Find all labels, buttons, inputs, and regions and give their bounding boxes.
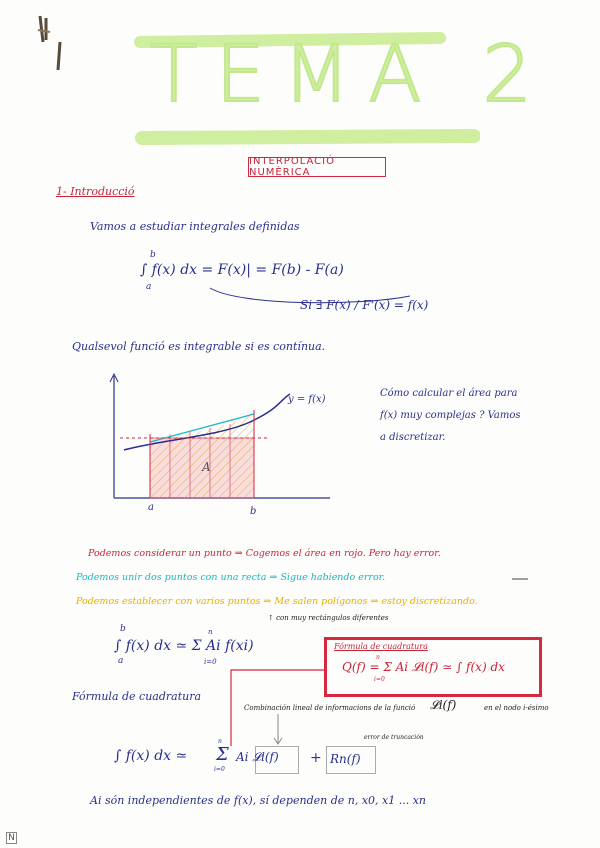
footer-mark: N (6, 832, 17, 844)
integral-formula: ∫ f(x) dx = F(x)| = F(b) - F(a) (140, 262, 344, 278)
big-title: TEMA 2 (150, 30, 551, 120)
plus-sign: + (310, 750, 322, 766)
question-line-1: Cómo calcular el área para (380, 388, 518, 399)
integral-upper: b (150, 250, 156, 260)
margin-scribble (34, 12, 74, 72)
divider-mark (510, 574, 530, 584)
quadrature-sum-lower: i=0 (214, 766, 225, 773)
sum-formula-lower: a (118, 656, 124, 666)
subtitle-box (248, 157, 386, 177)
sum-formula-sum-upper: n (208, 628, 213, 636)
quadrature-box-sum-upper: n (376, 654, 380, 661)
method-yellow: Podemos establecer con varios puntos ⇒ Me salen polígonos ⇒ estoy discretizando. (76, 596, 478, 607)
subtitle: INTERPOLACIÓ NUMÈRICA (249, 156, 335, 178)
quadrature-term-2: Rn(f) (330, 752, 361, 766)
sigma-icon: Σ (216, 744, 229, 765)
quadrature-note-symbol: 𝓛i(f) (430, 698, 457, 712)
error-note: error de truncación (364, 734, 424, 741)
b-label: b (250, 506, 257, 517)
sum-formula-sum-lower: i=0 (204, 658, 217, 666)
quadrature-term-1: Ai 𝓛i(f) (236, 750, 279, 764)
quadrature-formula-lhs: ∫ f(x) dx ≃ (114, 748, 188, 764)
integral-lower: a (146, 282, 152, 292)
quadrature-box-formula: Q(f) = Σ Ai 𝓛i(f) ≃ ∫ f(x) dx (342, 660, 505, 674)
area-label: A (202, 460, 211, 474)
question-line-3: a discretizar. (380, 432, 446, 443)
intro-line-1: Vamos a estudiar integrales definidas (90, 220, 300, 233)
method-cyan: Podemos unir dos puntos con una recta ⇒ Sigue habiendo error. (76, 572, 386, 583)
quadrature-label: Fórmula de cuadratura (72, 690, 202, 703)
a-label: a (148, 502, 154, 513)
curve-label: y = f(x) (288, 394, 326, 405)
link-arrow (200, 282, 420, 312)
question-line-2: f(x) muy complejas ? Vamos (380, 410, 521, 421)
method-note: ↑ con muy rectángulos diferentes (268, 614, 389, 622)
conclusion-text: Ai són independientes de f(x), sí dependen de n, x0, x1 ... xn (90, 794, 426, 807)
intro-line-2: Qualsevol funció es integrable si es contínua. (72, 340, 326, 353)
quadrature-note: Combinación lineal de informacions de la funció (244, 704, 416, 712)
sum-formula: ∫ f(x) dx ≃ Σ Ai f(xi) (114, 638, 254, 654)
quadrature-note-tail: en el nodo i-ésimo (484, 704, 549, 712)
note-arrow (268, 712, 288, 748)
quadrature-box-title: Fórmula de cuadratura (334, 642, 428, 651)
area-graph (100, 370, 340, 520)
quadrature-box-sum-lower: i=0 (374, 676, 385, 683)
sum-formula-upper: b (120, 624, 126, 634)
section-heading: 1- Introducció (56, 185, 135, 198)
quadrature-sum-upper: n (218, 738, 222, 745)
existence-note: Si ∃ F(x) / F'(x) = f(x) (300, 298, 429, 312)
method-red: Podemos considerar un punto ⇒ Cogemos el área en rojo. Pero hay error. (88, 548, 441, 559)
